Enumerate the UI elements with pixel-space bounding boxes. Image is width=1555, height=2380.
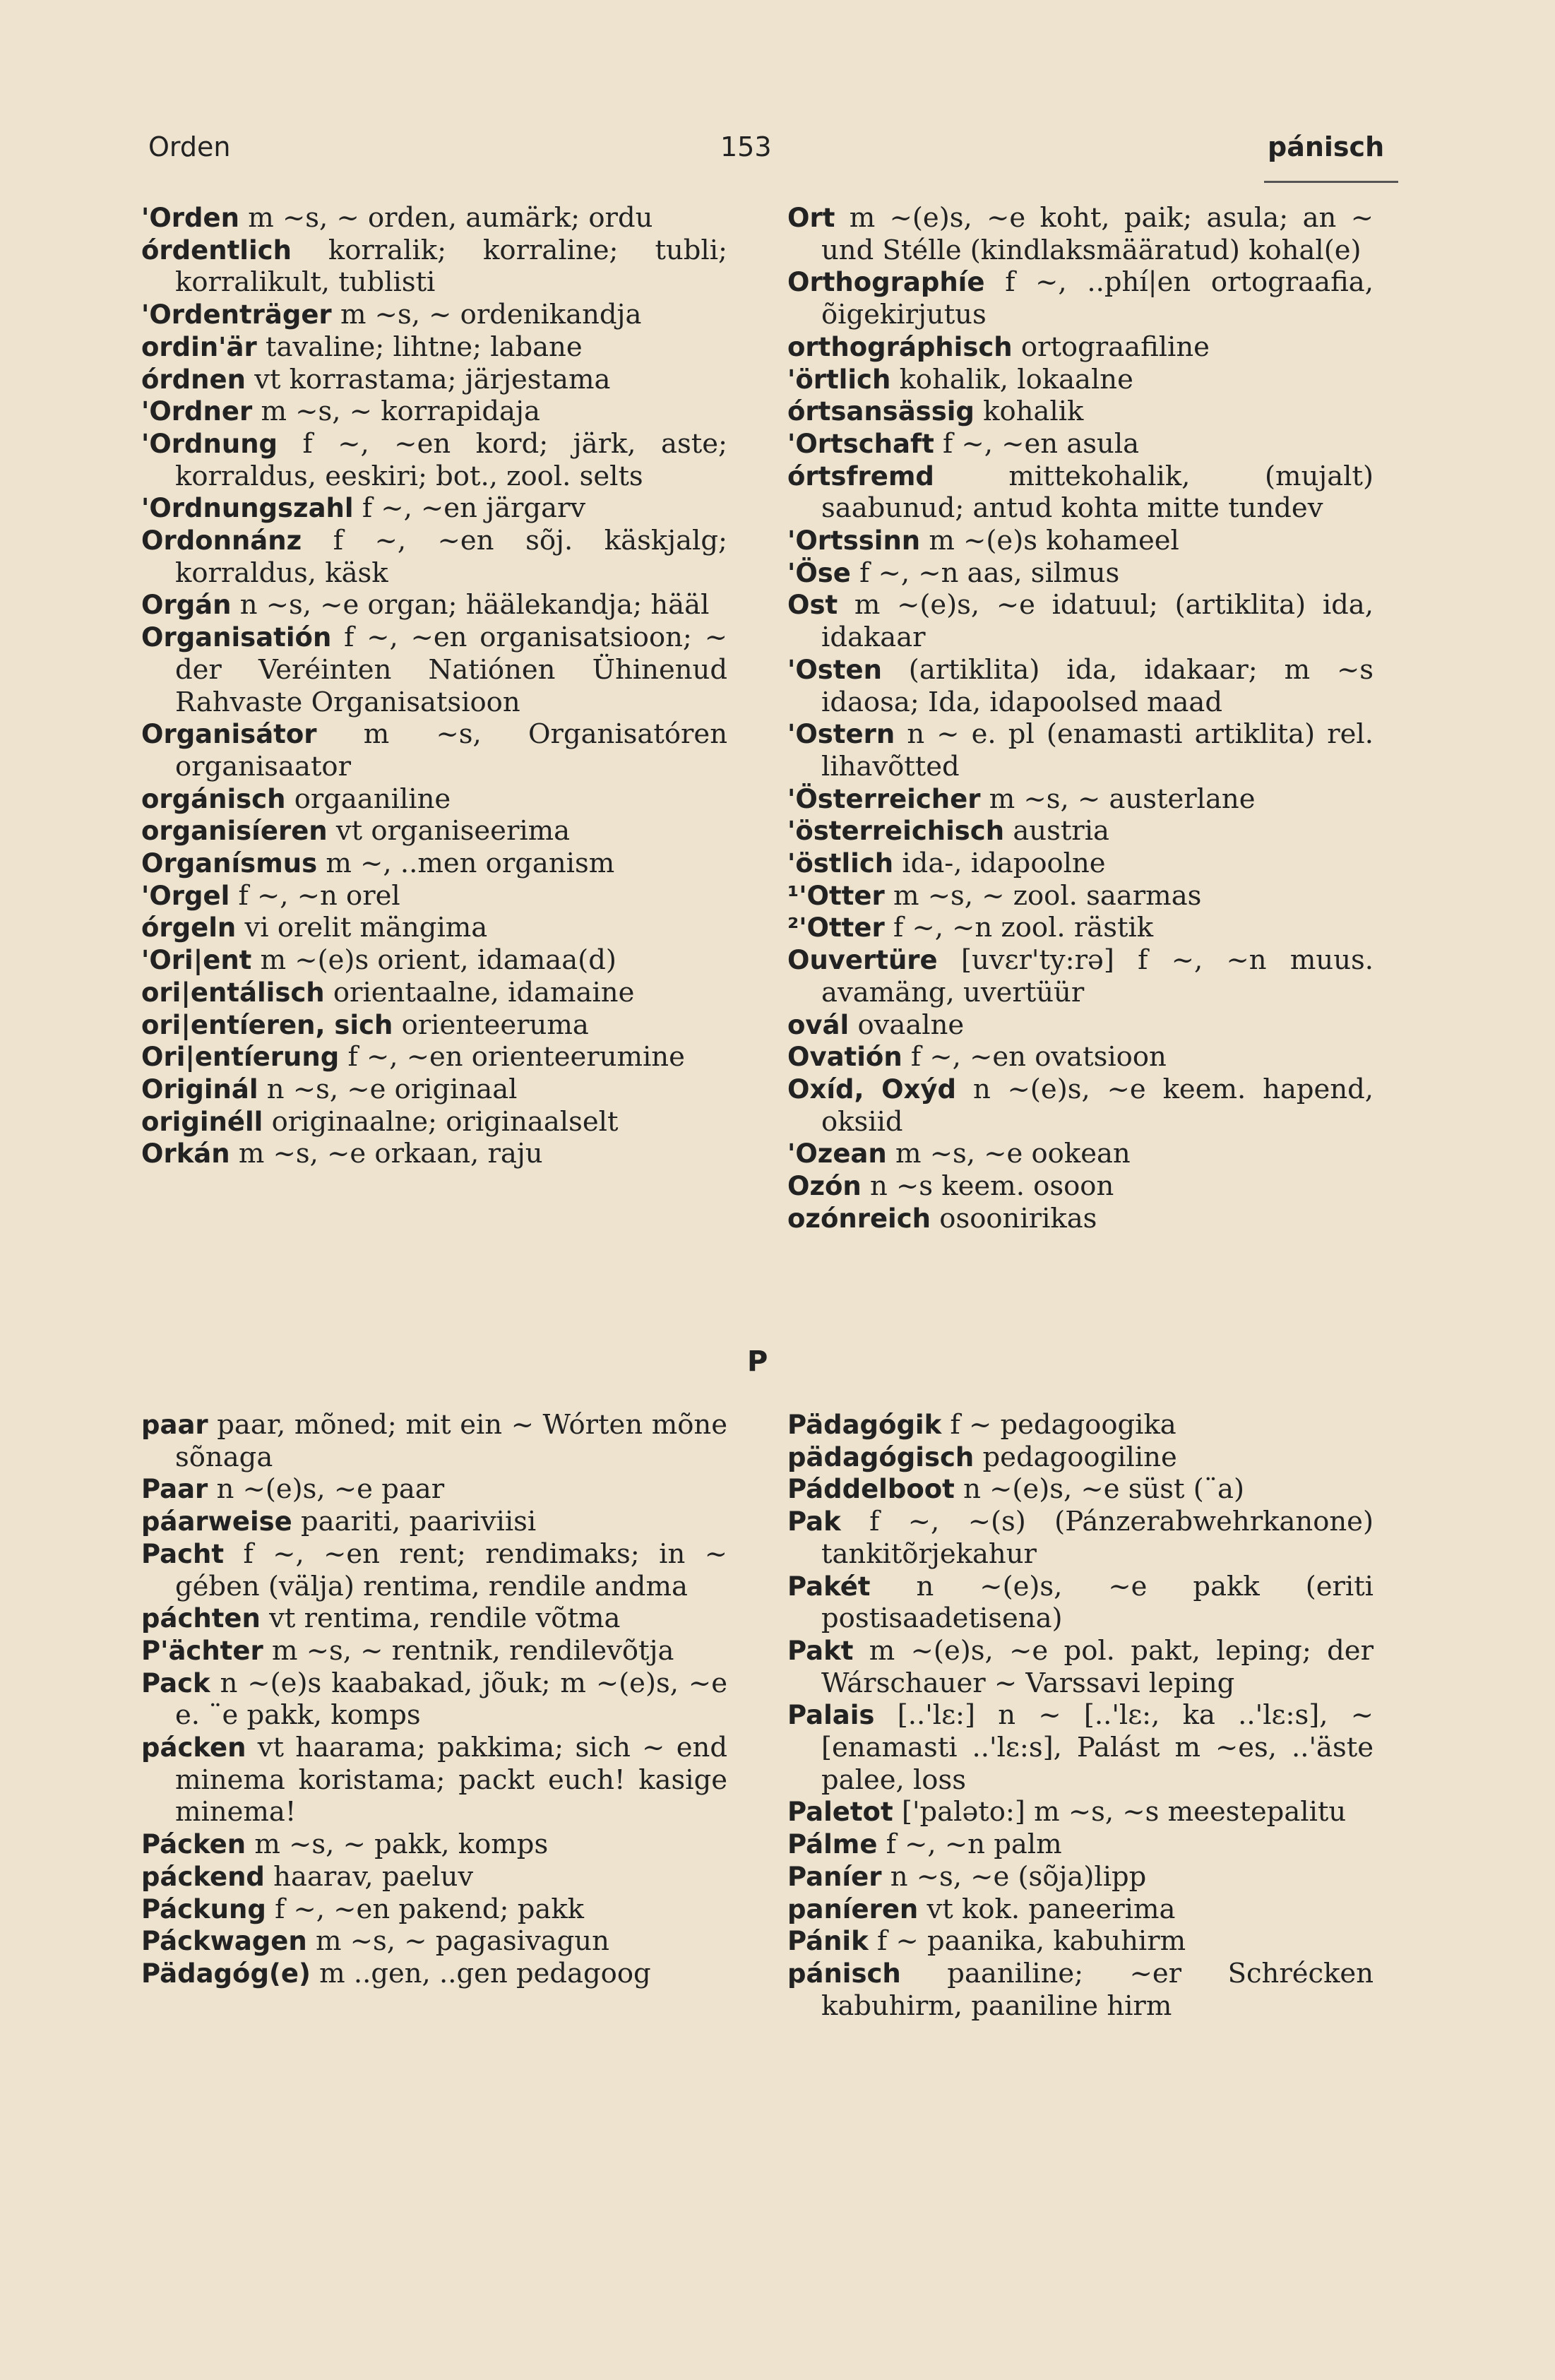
- headword: 'Orden: [141, 203, 239, 233]
- definition: n ~(e)s, ~e paar: [216, 1473, 445, 1506]
- dictionary-entry: [141, 1828, 727, 1861]
- definition: m ~s, ~ orden, aumärk; ordu: [248, 202, 653, 234]
- dictionary-entry: [141, 718, 727, 783]
- headword: 'Ori|ent: [141, 945, 252, 976]
- dictionary-entry: [141, 1732, 727, 1828]
- headword: orthográphisch: [787, 331, 1013, 362]
- definition: m ~s, ~ rentnik, rendilevõtja: [271, 1634, 674, 1667]
- headword: 'Ostern: [787, 719, 895, 750]
- definition: kohalik, lokaalne: [899, 363, 1133, 395]
- definition: [..'lɛ:] n ~ [..'lɛ:, ka ..'lɛ:s], ~ [enamasti ..'lɛ:s], Palást m ~es, ..'äste palee, loss: [821, 1699, 1374, 1796]
- headword: Pakt: [787, 1635, 854, 1666]
- dictionary-entry: [787, 1441, 1374, 1474]
- definition: n ~s, ~e organ; häälekandja; hääl: [239, 589, 710, 621]
- headword: Ost: [787, 590, 838, 621]
- definition: vi orelit mängima: [244, 912, 488, 944]
- dictionary-entry: [141, 1506, 727, 1538]
- column-1: [141, 202, 727, 1170]
- headword: ordin'är: [141, 331, 257, 362]
- dictionary-entry: [787, 1138, 1374, 1170]
- definition: f ~, ~n aas, silmus: [859, 557, 1120, 589]
- definition: m ~(e)s orient, idamaa(d): [260, 944, 616, 977]
- headword: Organisatión: [141, 622, 332, 653]
- dictionary-entry: [787, 880, 1374, 912]
- dictionary-entry: [141, 364, 727, 396]
- definition: orgaaniline: [294, 783, 451, 815]
- headword: 'Ortssinn: [787, 525, 921, 557]
- dictionary-entry: [787, 1861, 1374, 1893]
- definition: orienteeruma: [401, 1008, 589, 1041]
- definition: vt kok. paneerima: [927, 1893, 1176, 1925]
- dictionary-entry: [141, 1106, 727, 1138]
- headword: Palais: [787, 1700, 875, 1731]
- definition: f ~ paanika, kabuhirm: [876, 1925, 1186, 1958]
- headword: 'Ordenträger: [141, 299, 332, 331]
- dictionary-entry: [141, 1073, 727, 1106]
- definition: f ~, ~en pakend; pakk: [275, 1893, 584, 1925]
- dictionary-entry: [787, 395, 1374, 428]
- page-header: [0, 131, 1555, 174]
- headword: páckend: [141, 1861, 265, 1892]
- definition: f ~, ..phí|en ortograafia, õigekirjutus: [821, 266, 1374, 331]
- dictionary-entry: [141, 202, 727, 234]
- headword: Organisátor: [141, 719, 317, 750]
- dictionary-entry: [141, 1009, 727, 1042]
- definition: n ~s, ~e (sõja)lipp: [890, 1860, 1147, 1893]
- dictionary-entry: [787, 1170, 1374, 1203]
- definition: [uvɛr'ty:rə] f ~, ~n muus. avamäng, uvertüür: [821, 944, 1374, 1008]
- definition: f ~, ~n zool. rästik: [893, 912, 1154, 944]
- headword: Pädagógik: [787, 1410, 942, 1440]
- dictionary-entry: [787, 1958, 1374, 2022]
- headword: ¹'Otter: [787, 880, 885, 911]
- headword: 'Ordnungszahl: [141, 493, 354, 524]
- dictionary-entry: [787, 266, 1374, 331]
- dictionary-entry: [787, 460, 1374, 525]
- headword: Originál: [141, 1073, 258, 1105]
- dictionary-entry: [141, 880, 727, 912]
- definition: ['palǝto:] m ~s, ~s meestepalitu: [901, 1796, 1347, 1828]
- definition: (artiklita) ida, idakaar; m ~s idaosa; Ida, idapoolsed maad: [821, 653, 1374, 718]
- definition: vt korrastama; järjestama: [254, 363, 611, 395]
- definition: m ~s, ~ ordenikandja: [340, 299, 642, 331]
- dictionary-entry: [141, 1861, 727, 1893]
- headword: pädagógisch: [787, 1441, 975, 1472]
- headword: P'ächter: [141, 1635, 263, 1666]
- column-2: [787, 202, 1374, 1235]
- dictionary-entry: [787, 1009, 1374, 1042]
- definition: m ~(e)s, ~e idatuul; (artiklita) ida, idakaar: [821, 589, 1374, 654]
- headword: ori|entálisch: [141, 977, 325, 1008]
- headword: Páddelboot: [787, 1474, 955, 1505]
- dictionary-entry: [787, 1571, 1374, 1635]
- dictionary-entry: [787, 1041, 1374, 1073]
- definition: vt organiseerima: [335, 815, 571, 847]
- headword: ori|entíeren, sich: [141, 1009, 393, 1040]
- headword: Ovatión: [787, 1042, 902, 1073]
- dictionary-entry: [787, 364, 1374, 396]
- section-letter: P: [747, 1345, 768, 1378]
- definition: n ~s keem. osoon: [870, 1170, 1114, 1203]
- headword: Ouvertüre: [787, 945, 938, 976]
- dictionary-entry: [787, 912, 1374, 944]
- headword: pánisch: [787, 1958, 901, 1989]
- dictionary-entry: [787, 1796, 1374, 1828]
- headword: Pacht: [141, 1538, 225, 1569]
- definition: vt rentima, rendile võtma: [269, 1602, 621, 1635]
- dictionary-entry: [787, 1635, 1374, 1699]
- dictionary-entry: [141, 299, 727, 331]
- dictionary-entry: [787, 428, 1374, 460]
- definition: m ~(e)s, ~e pol. pakt, leping; der Wárschauer ~ Varssavi leping: [821, 1634, 1374, 1699]
- dictionary-entry: [787, 1073, 1374, 1138]
- page-number: 153: [720, 131, 772, 162]
- dictionary-entry: [141, 1925, 727, 1958]
- headword: Pack: [141, 1667, 210, 1698]
- definition: m ~s, ~e orkaan, raju: [238, 1138, 543, 1170]
- definition: m ~s, ~ pakk, komps: [254, 1828, 549, 1861]
- definition: n ~(e)s, ~e pakk (eriti postisaadetisena): [821, 1570, 1374, 1635]
- definition: f ~, ~en orienteerumine: [347, 1041, 685, 1073]
- running-head-left: Orden: [148, 131, 231, 162]
- dictionary-entry: [141, 525, 727, 589]
- definition: pedagoogiline: [982, 1441, 1177, 1473]
- definition: n ~(e)s kaabakad, jõuk; m ~(e)s, ~e e. ¨e pakk, komps: [175, 1667, 727, 1732]
- headword: Pak: [787, 1506, 841, 1537]
- dictionary-entry: [787, 589, 1374, 653]
- definition: paar, mõned; mit ein ~ Wórten mõne sõnaga: [175, 1409, 728, 1473]
- dictionary-entry: [787, 525, 1374, 557]
- column-3: [141, 1409, 727, 1990]
- headword: orgánisch: [141, 783, 286, 814]
- dictionary-entry: [787, 1409, 1374, 1441]
- definition: m ..gen, ..gen pedagoog: [319, 1957, 651, 1989]
- definition: mittekohalik, (mujalt) saabunud; antud kohta mitte tundev: [821, 460, 1374, 525]
- dictionary-entry: [787, 331, 1374, 364]
- headword: Orgán: [141, 590, 232, 621]
- definition: m ~s, ~ austerlane: [989, 783, 1256, 815]
- headword: Páckwagen: [141, 1926, 307, 1957]
- definition: f ~, ~en rent; rendimaks; in ~ gében (välja) rentima, rendile andma: [175, 1537, 727, 1602]
- dictionary-entry: [141, 977, 727, 1009]
- headword: Ordonnánz: [141, 525, 302, 557]
- definition: f ~ pedagoogika: [950, 1409, 1176, 1441]
- dictionary-entry: [787, 1506, 1374, 1570]
- dictionary-entry: [141, 395, 727, 428]
- dictionary-entry: [787, 1699, 1374, 1796]
- dictionary-entry: [141, 621, 727, 718]
- headword: Ori|entíerung: [141, 1042, 340, 1073]
- dictionary-entry: [141, 234, 727, 299]
- definition: f ~, ~en organisatsioon; ~ der Veréinten Natiónen Ühinenud Rahvaste Organisatsioon: [175, 621, 727, 718]
- headword: Paníer: [787, 1861, 882, 1892]
- definition: kohalik: [983, 395, 1084, 428]
- dictionary-entry: [141, 912, 727, 944]
- definition: paariti, paariviisi: [301, 1506, 537, 1538]
- definition: m ~(e)s, ~e koht, paik; asula; an ~ und Stélle (kindlaksmääratud) kohal(e): [821, 202, 1374, 266]
- dictionary-entry: [141, 428, 727, 492]
- definition: m ~(e)s kohameel: [929, 525, 1179, 557]
- definition: paaniline; ~er Schrécken kabuhirm, paaniline hirm: [821, 1957, 1374, 2022]
- definition: m ~s, Organisatóren organisaator: [175, 718, 727, 783]
- headword: órtsfremd: [787, 460, 934, 492]
- dictionary-entry: [787, 1203, 1374, 1235]
- headword: Pácken: [141, 1829, 246, 1860]
- headword: Ort: [787, 203, 835, 233]
- dictionary-entry: [141, 815, 727, 847]
- definition: korralik; korraline; tubli; korralikult, tublisti: [175, 234, 727, 299]
- headword: 'österreichisch: [787, 816, 1005, 847]
- dictionary-entry: [787, 718, 1374, 783]
- dictionary-entry: [787, 783, 1374, 816]
- headword: paar: [141, 1410, 208, 1440]
- definition: haarav, paeluv: [273, 1860, 474, 1893]
- definition: m ~, ..men organism: [326, 847, 615, 880]
- headword: 'Öse: [787, 557, 851, 588]
- dictionary-entry: [141, 1958, 727, 1990]
- dictionary-entry: [787, 815, 1374, 847]
- definition: f ~, ~en järgarv: [362, 492, 586, 525]
- headword: 'Ortschaft: [787, 428, 934, 459]
- headword: pácken: [141, 1732, 246, 1763]
- dictionary-entry: [141, 1138, 727, 1170]
- dictionary-entry: [141, 1538, 727, 1602]
- headword: 'Ozean: [787, 1138, 887, 1170]
- headword: paníeren: [787, 1893, 919, 1924]
- headword: páchten: [141, 1603, 261, 1634]
- headword: 'Osten: [787, 654, 882, 685]
- dictionary-entry: [141, 589, 727, 621]
- definition: m ~s, ~ zool. saarmas: [893, 879, 1202, 912]
- definition: f ~, ~en sõj. käskjalg; korraldus, käsk: [175, 525, 727, 589]
- definition: n ~s, ~e originaal: [266, 1073, 518, 1105]
- headword: 'östlich: [787, 848, 894, 879]
- headword: Orkán: [141, 1138, 230, 1170]
- dictionary-entry: [141, 1667, 727, 1732]
- definition: f ~, ~en ovatsioon: [910, 1041, 1167, 1073]
- headword: órdentlich: [141, 234, 292, 266]
- dictionary-entry: [141, 783, 727, 816]
- definition: n ~(e)s, ~e süst (¨a): [963, 1473, 1245, 1506]
- headword: 'Österreicher: [787, 783, 981, 814]
- headword: ²'Otter: [787, 912, 885, 944]
- running-head-right: pánisch: [1268, 131, 1385, 162]
- definition: f ~, ~(s) (Pánzerabwehrkanone) tankitõrjekahur: [821, 1506, 1374, 1570]
- headword: Orthographíe: [787, 267, 985, 298]
- definition: m ~s, ~ pagasivagun: [315, 1925, 609, 1958]
- definition: originaalne; originaalselt: [271, 1105, 619, 1138]
- column-4: [787, 1409, 1374, 2022]
- dictionary-entry: [141, 847, 727, 880]
- definition: ortograafiline: [1020, 331, 1210, 363]
- dictionary-entry: [141, 1473, 727, 1506]
- dictionary-entry: [787, 1925, 1374, 1958]
- definition: m ~s, ~ korrapidaja: [261, 395, 540, 428]
- dictionary-entry: [787, 1473, 1374, 1506]
- headword: Paar: [141, 1474, 208, 1505]
- headword: organisíeren: [141, 816, 328, 847]
- definition: f ~, ~en kord; järk, aste; korraldus, eeskiri; bot., zool. selts: [175, 427, 727, 492]
- definition: austria: [1013, 815, 1109, 847]
- headword: órdnen: [141, 364, 246, 395]
- dictionary-entry: [787, 202, 1374, 266]
- headword: Pálme: [787, 1829, 878, 1860]
- headword: 'Ordnung: [141, 428, 278, 459]
- dictionary-entry: [141, 1409, 727, 1473]
- dictionary-entry: [787, 1893, 1374, 1926]
- headword: páarweise: [141, 1506, 292, 1537]
- definition: ovaalne: [857, 1008, 965, 1041]
- dictionary-entry: [787, 1828, 1374, 1861]
- definition: f ~, ~n orel: [238, 879, 400, 912]
- dictionary-entry: [141, 331, 727, 364]
- definition: ida-, idapoolne: [902, 847, 1106, 880]
- dictionary-entry: [141, 944, 727, 977]
- headword: Páckung: [141, 1893, 266, 1924]
- headword: 'Ordner: [141, 396, 253, 427]
- definition: f ~, ~n palm: [886, 1828, 1062, 1861]
- headword: órtsansässig: [787, 396, 975, 427]
- dictionary-entry: [787, 944, 1374, 1008]
- dictionary-entry: [787, 847, 1374, 880]
- definition: osoonirikas: [939, 1202, 1097, 1234]
- headword: 'örtlich: [787, 364, 891, 395]
- definition: f ~, ~en asula: [943, 427, 1140, 460]
- dictionary-entry: [141, 1041, 727, 1073]
- header-rule: [1264, 181, 1398, 183]
- definition: n ~ e. pl (enamasti artiklita) rel. lihavõtted: [821, 718, 1374, 783]
- dictionary-entry: [141, 492, 727, 525]
- headword: Ozón: [787, 1171, 862, 1202]
- headword: ozónreich: [787, 1203, 931, 1234]
- headword: 'Orgel: [141, 880, 230, 911]
- definition: m ~s, ~e ookean: [895, 1138, 1131, 1170]
- dictionary-entry: [141, 1893, 727, 1926]
- headword: Organísmus: [141, 848, 318, 879]
- dictionary-entry: [141, 1602, 727, 1635]
- definition: tavaline; lihtne; labane: [265, 331, 583, 363]
- dictionary-entry: [787, 654, 1374, 718]
- dictionary-entry: [787, 557, 1374, 590]
- headword: Pädagóg(e): [141, 1958, 311, 1989]
- headword: Oxíd, Oxýd: [787, 1073, 957, 1105]
- dictionary-entry: [141, 1635, 727, 1667]
- headword: Paletot: [787, 1797, 893, 1828]
- headword: órgeln: [141, 912, 237, 944]
- headword: Pakét: [787, 1571, 871, 1602]
- headword: ovál: [787, 1009, 850, 1040]
- definition: n ~(e)s, ~e keem. hapend, oksiid: [821, 1073, 1374, 1138]
- definition: vt haarama; pakkima; sich ~ end minema koristama; packt euch! kasige minema!: [175, 1732, 727, 1828]
- headword: Pánik: [787, 1926, 869, 1957]
- definition: orientaalne, idamaine: [333, 976, 635, 1008]
- headword: originéll: [141, 1106, 263, 1137]
